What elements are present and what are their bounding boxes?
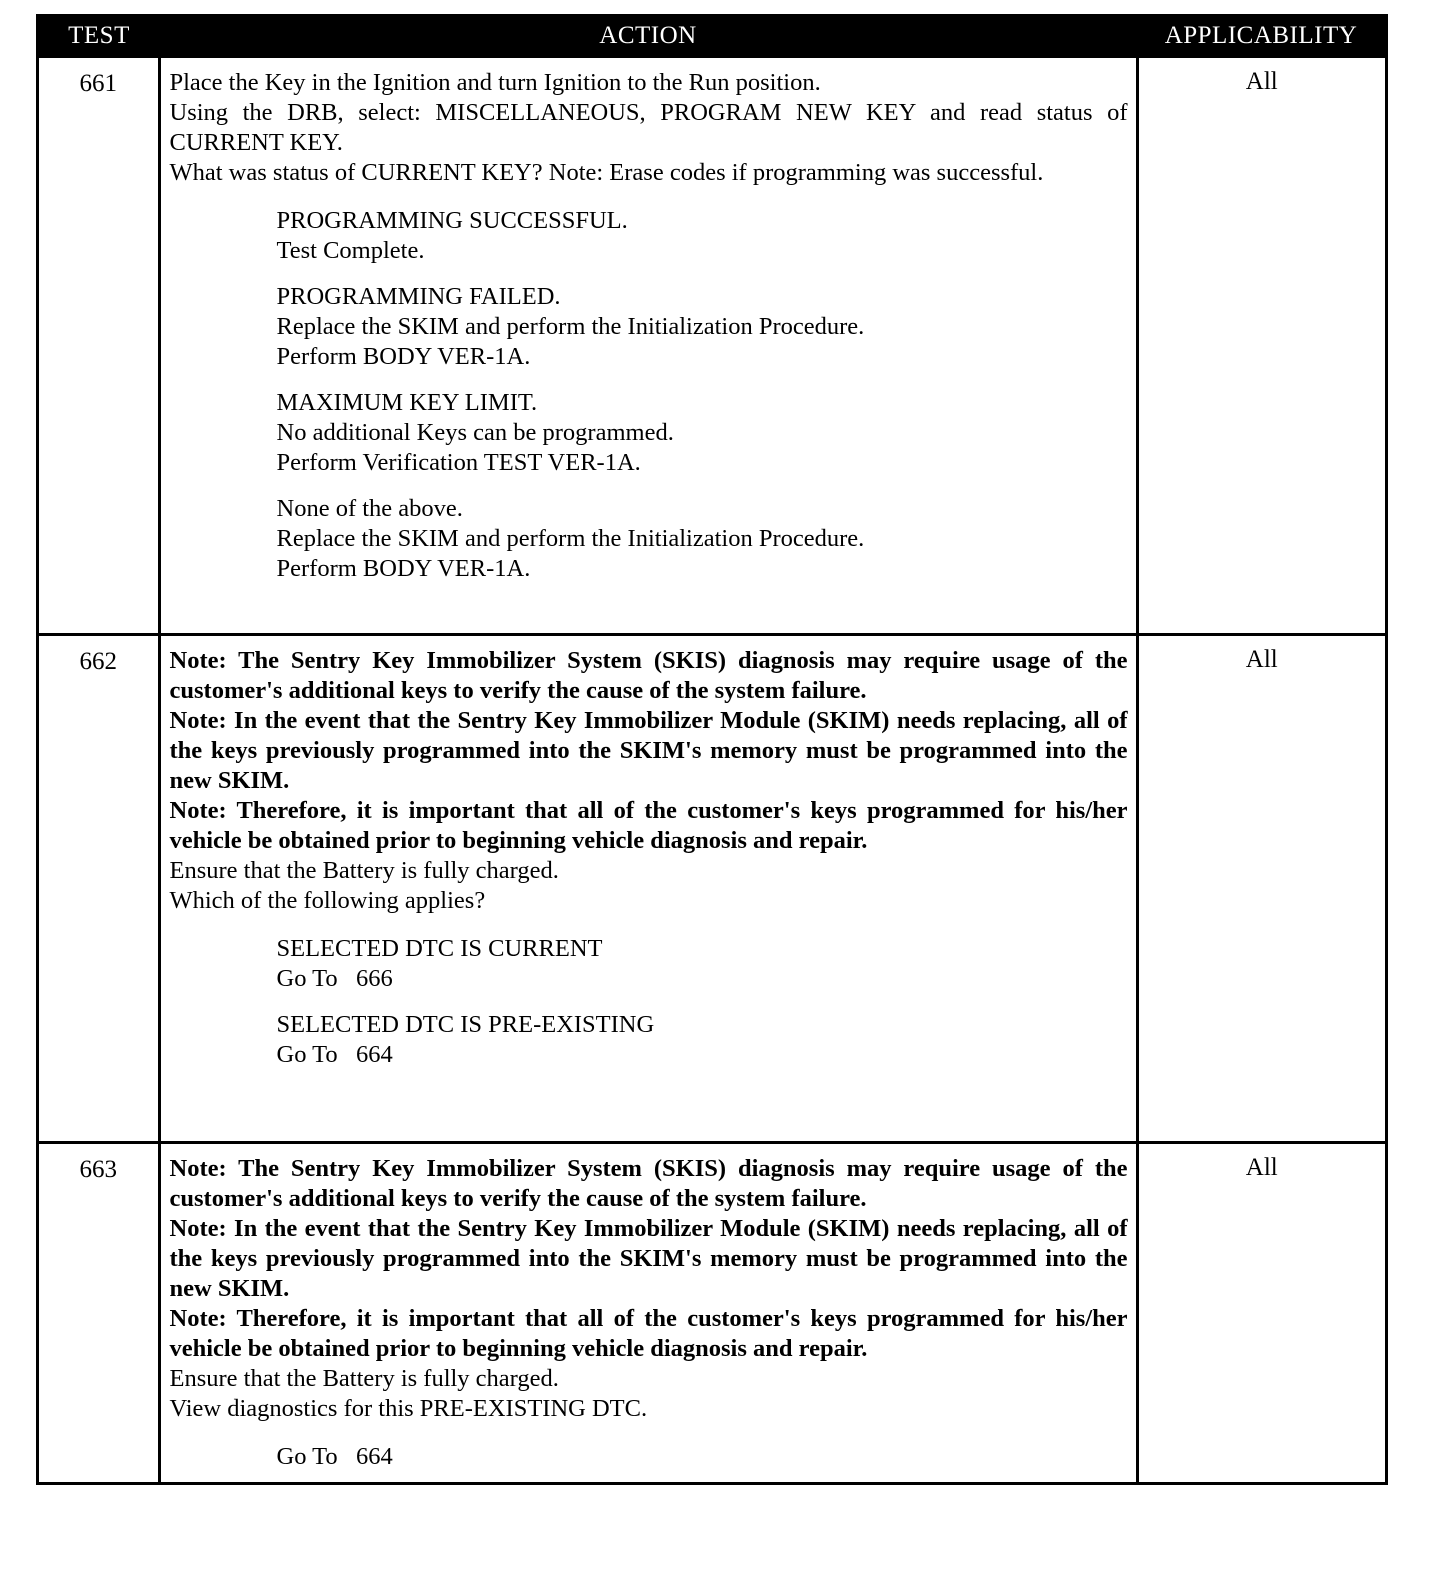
action-line: Ensure that the Battery is fully charged. (169, 857, 559, 884)
action-cell (159, 57, 1137, 635)
option-label: MAXIMUM KEY LIMIT. (276, 389, 538, 416)
header-row (39, 17, 1385, 57)
note-text: Note: The Sentry Key Immobilizer System (SKIS) diagnosis may require usage of the customer's additional keys to verify the cause of the system failure. (169, 1155, 1128, 1212)
action-line: What was status of CURRENT KEY? Note: Erase codes if programming was successful. (169, 159, 1044, 186)
applicability: All (1137, 57, 1385, 635)
option-label: PROGRAMMING SUCCESSFUL. (276, 207, 628, 234)
table-row (39, 635, 1385, 1143)
header-test: TEST (39, 17, 159, 57)
goto-link: Go To 664 (276, 1041, 393, 1068)
note-text: Note: In the event that the Sentry Key Immobilizer Module (SKIM) needs replacing, all of the keys previously programmed into the SKIM's memory must be programmed into the new SKIM. (169, 707, 1128, 794)
header-applicability: APPLICABILITY (1137, 17, 1385, 57)
option-result: No additional Keys can be programmed. (276, 419, 674, 446)
option-result: Test Complete. (276, 237, 425, 264)
test-number: 662 (39, 635, 159, 1143)
note-text: Note: Therefore, it is important that all of the customer's keys programmed for his/her vehicle be obtained prior to beginning vehicle diagnosis and repair. (169, 797, 1128, 854)
action-line: Place the Key in the Ignition and turn Ignition to the Run position. (169, 69, 821, 96)
diagnostic-table (36, 14, 1388, 1485)
option-result: Perform BODY VER-1A. (276, 343, 531, 370)
option-result: Perform BODY VER-1A. (276, 555, 531, 582)
option-label: PROGRAMMING FAILED. (276, 283, 561, 310)
header-action: ACTION (159, 17, 1137, 57)
action-line: View diagnostics for this PRE-EXISTING DTC. (169, 1395, 648, 1422)
option-result: Replace the SKIM and perform the Initialization Procedure. (276, 313, 865, 340)
action-cell (159, 1143, 1137, 1483)
option-label: None of the above. (276, 495, 463, 522)
action-line: Using the DRB, select: MISCELLANEOUS, PROGRAM NEW KEY and read status of CURRENT KEY. (169, 99, 1128, 156)
option-label: SELECTED DTC IS PRE-EXISTING (276, 1011, 655, 1038)
note-text: Note: Therefore, it is important that all of the customer's keys programmed for his/her vehicle be obtained prior to beginning vehicle diagnosis and repair. (169, 1305, 1128, 1362)
option-label: SELECTED DTC IS CURRENT (276, 935, 603, 962)
goto-link: Go To 664 (276, 1443, 393, 1470)
action-cell (159, 635, 1137, 1143)
test-number: 661 (39, 57, 159, 635)
test-number: 663 (39, 1143, 159, 1483)
goto-link: Go To 666 (276, 965, 393, 992)
applicability: All (1137, 635, 1385, 1143)
note-text: Note: In the event that the Sentry Key Immobilizer Module (SKIM) needs replacing, all of the keys previously programmed into the SKIM's memory must be programmed into the new SKIM. (169, 1215, 1128, 1302)
table-row (39, 57, 1385, 635)
table-row (39, 1143, 1385, 1483)
action-line: Which of the following applies? (169, 887, 486, 914)
option-result: Replace the SKIM and perform the Initialization Procedure. (276, 525, 865, 552)
action-line: Ensure that the Battery is fully charged. (169, 1365, 559, 1392)
note-text: Note: The Sentry Key Immobilizer System (SKIS) diagnosis may require usage of the customer's additional keys to verify the cause of the system failure. (169, 647, 1128, 704)
applicability: All (1137, 1143, 1385, 1483)
option-result: Perform Verification TEST VER-1A. (276, 449, 641, 476)
